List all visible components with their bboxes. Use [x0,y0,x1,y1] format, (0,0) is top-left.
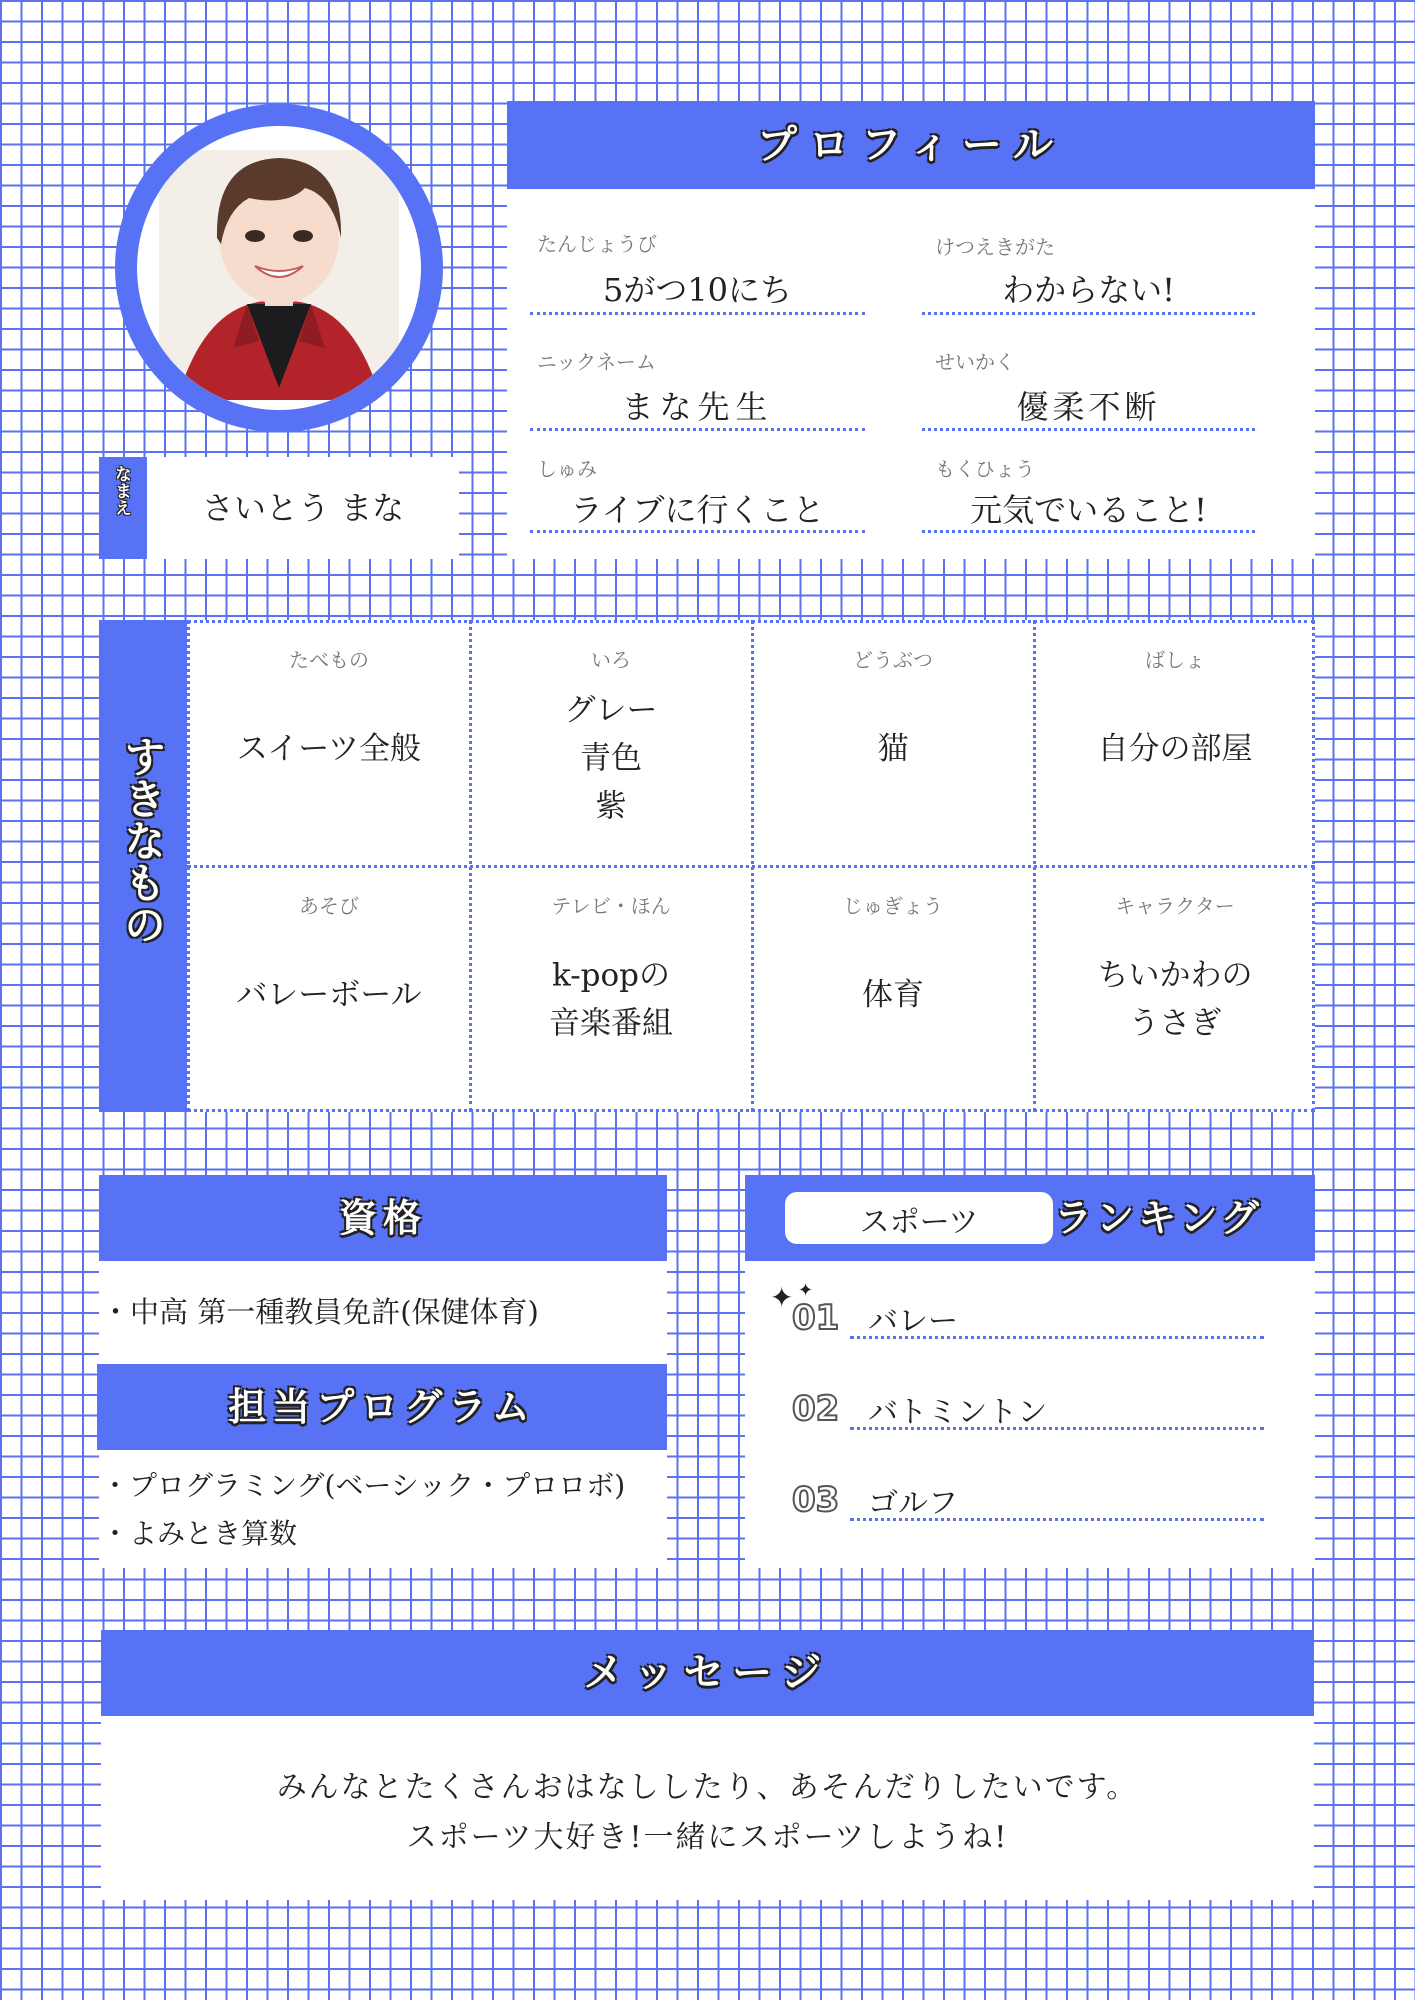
blood-type-label: けつえきがた [935,235,1055,259]
ranking-title: ランキング [1054,1196,1263,1240]
favorite-character [1035,868,1315,1112]
nickname-value: まな先生 [621,388,774,426]
ranking-value: バレー [868,1304,958,1339]
name-label: なまえ [111,465,131,516]
ranking-category: スポーツ [859,1205,979,1240]
favorite-value: スイーツ全般 [236,730,422,767]
favorite-value: グレー 青色 紫 [564,691,658,824]
favorite-label: じゅぎょう [843,894,943,918]
message-title: メッセージ [101,1630,1314,1716]
favorite-play [189,868,469,1112]
hobby-underline [530,530,865,533]
qualifications-title: 資格 [99,1175,667,1261]
programs-title: 担当プログラム [97,1364,667,1450]
favorite-label: ばしょ [1145,648,1205,672]
favorite-animal [753,622,1033,865]
favorite-value: 猫 [877,730,909,767]
ranking-value: ゴルフ [868,1486,958,1521]
personality-value: 優柔不断 [1016,388,1161,426]
goal-value: 元気でいること! [970,491,1207,529]
hobby-label: しゅみ [537,457,597,481]
personality-label: せいかく [935,350,1015,374]
program-item: ・よみとき算数 [101,1517,298,1550]
favorite-tv-book [471,868,751,1112]
nickname-label: ニックネーム [537,350,656,374]
favorite-label: あそび [299,894,359,918]
favorite-label: テレビ・ほん [551,894,671,918]
blood-type-underline [922,312,1255,315]
ranking-number: 02 [792,1389,840,1429]
program-item: ・プログラミング(ベーシック・プロロボ) [101,1469,626,1502]
favorite-value: バレーボール [236,976,422,1013]
blood-type-value: わからない! [1002,271,1175,309]
qualification-item: ・中高 第一種教員免許(保健体育) [101,1295,539,1329]
personality-underline [922,428,1255,431]
ranking-item [790,1296,1266,1344]
favorite-value: 自分の部屋 [1097,730,1253,767]
profile-photo [137,126,421,410]
goal-label: もくひょう [935,457,1035,481]
favorite-label: たべもの [289,648,369,672]
birthday-underline [530,312,865,315]
sparkle-icon: ✦ [770,1281,794,1314]
favorite-place [1035,622,1315,865]
favorite-value: ちいかわの うさぎ [1097,957,1253,1042]
favorite-class [753,868,1033,1112]
ranking-underline [850,1518,1264,1521]
favorite-label: どうぶつ [853,648,933,672]
hobby-value: ライブに行くこと [570,491,825,529]
name-value: さいとう まな [201,489,405,527]
favorite-food [189,622,469,865]
favorite-label: キャラクター [1115,894,1235,918]
profile-title: プロフィール [507,101,1315,189]
message-line-1: みんなとたくさんおはなししたり、あそんだりしたいです。 [276,1770,1139,1805]
profile-photo-frame [115,104,443,432]
name-box [99,457,459,559]
favorite-value: 体育 [862,976,924,1013]
ranking-underline [850,1427,1264,1430]
birthday-value: 5がつ10にち [602,271,793,309]
ranking-item [790,1478,1266,1526]
favorite-label: いろ [591,648,631,672]
favorite-color [471,622,751,865]
ranking-value: バトミントン [868,1395,1048,1430]
birthday-label: たんじょうび [537,232,657,256]
favorites-title: すきなもの [118,735,167,945]
message-line-2: スポーツ大好き!一緒にスポーツしようね! [406,1820,1009,1855]
sparkle-icon: ✦ [798,1280,814,1301]
ranking-number: 01 [792,1298,840,1338]
ranking-item [790,1387,1266,1435]
nickname-underline [530,428,865,431]
goal-underline [922,530,1255,533]
favorite-value: k-popの 音楽番組 [549,957,673,1042]
ranking-number: 03 [792,1480,840,1520]
ranking-underline [850,1336,1264,1339]
